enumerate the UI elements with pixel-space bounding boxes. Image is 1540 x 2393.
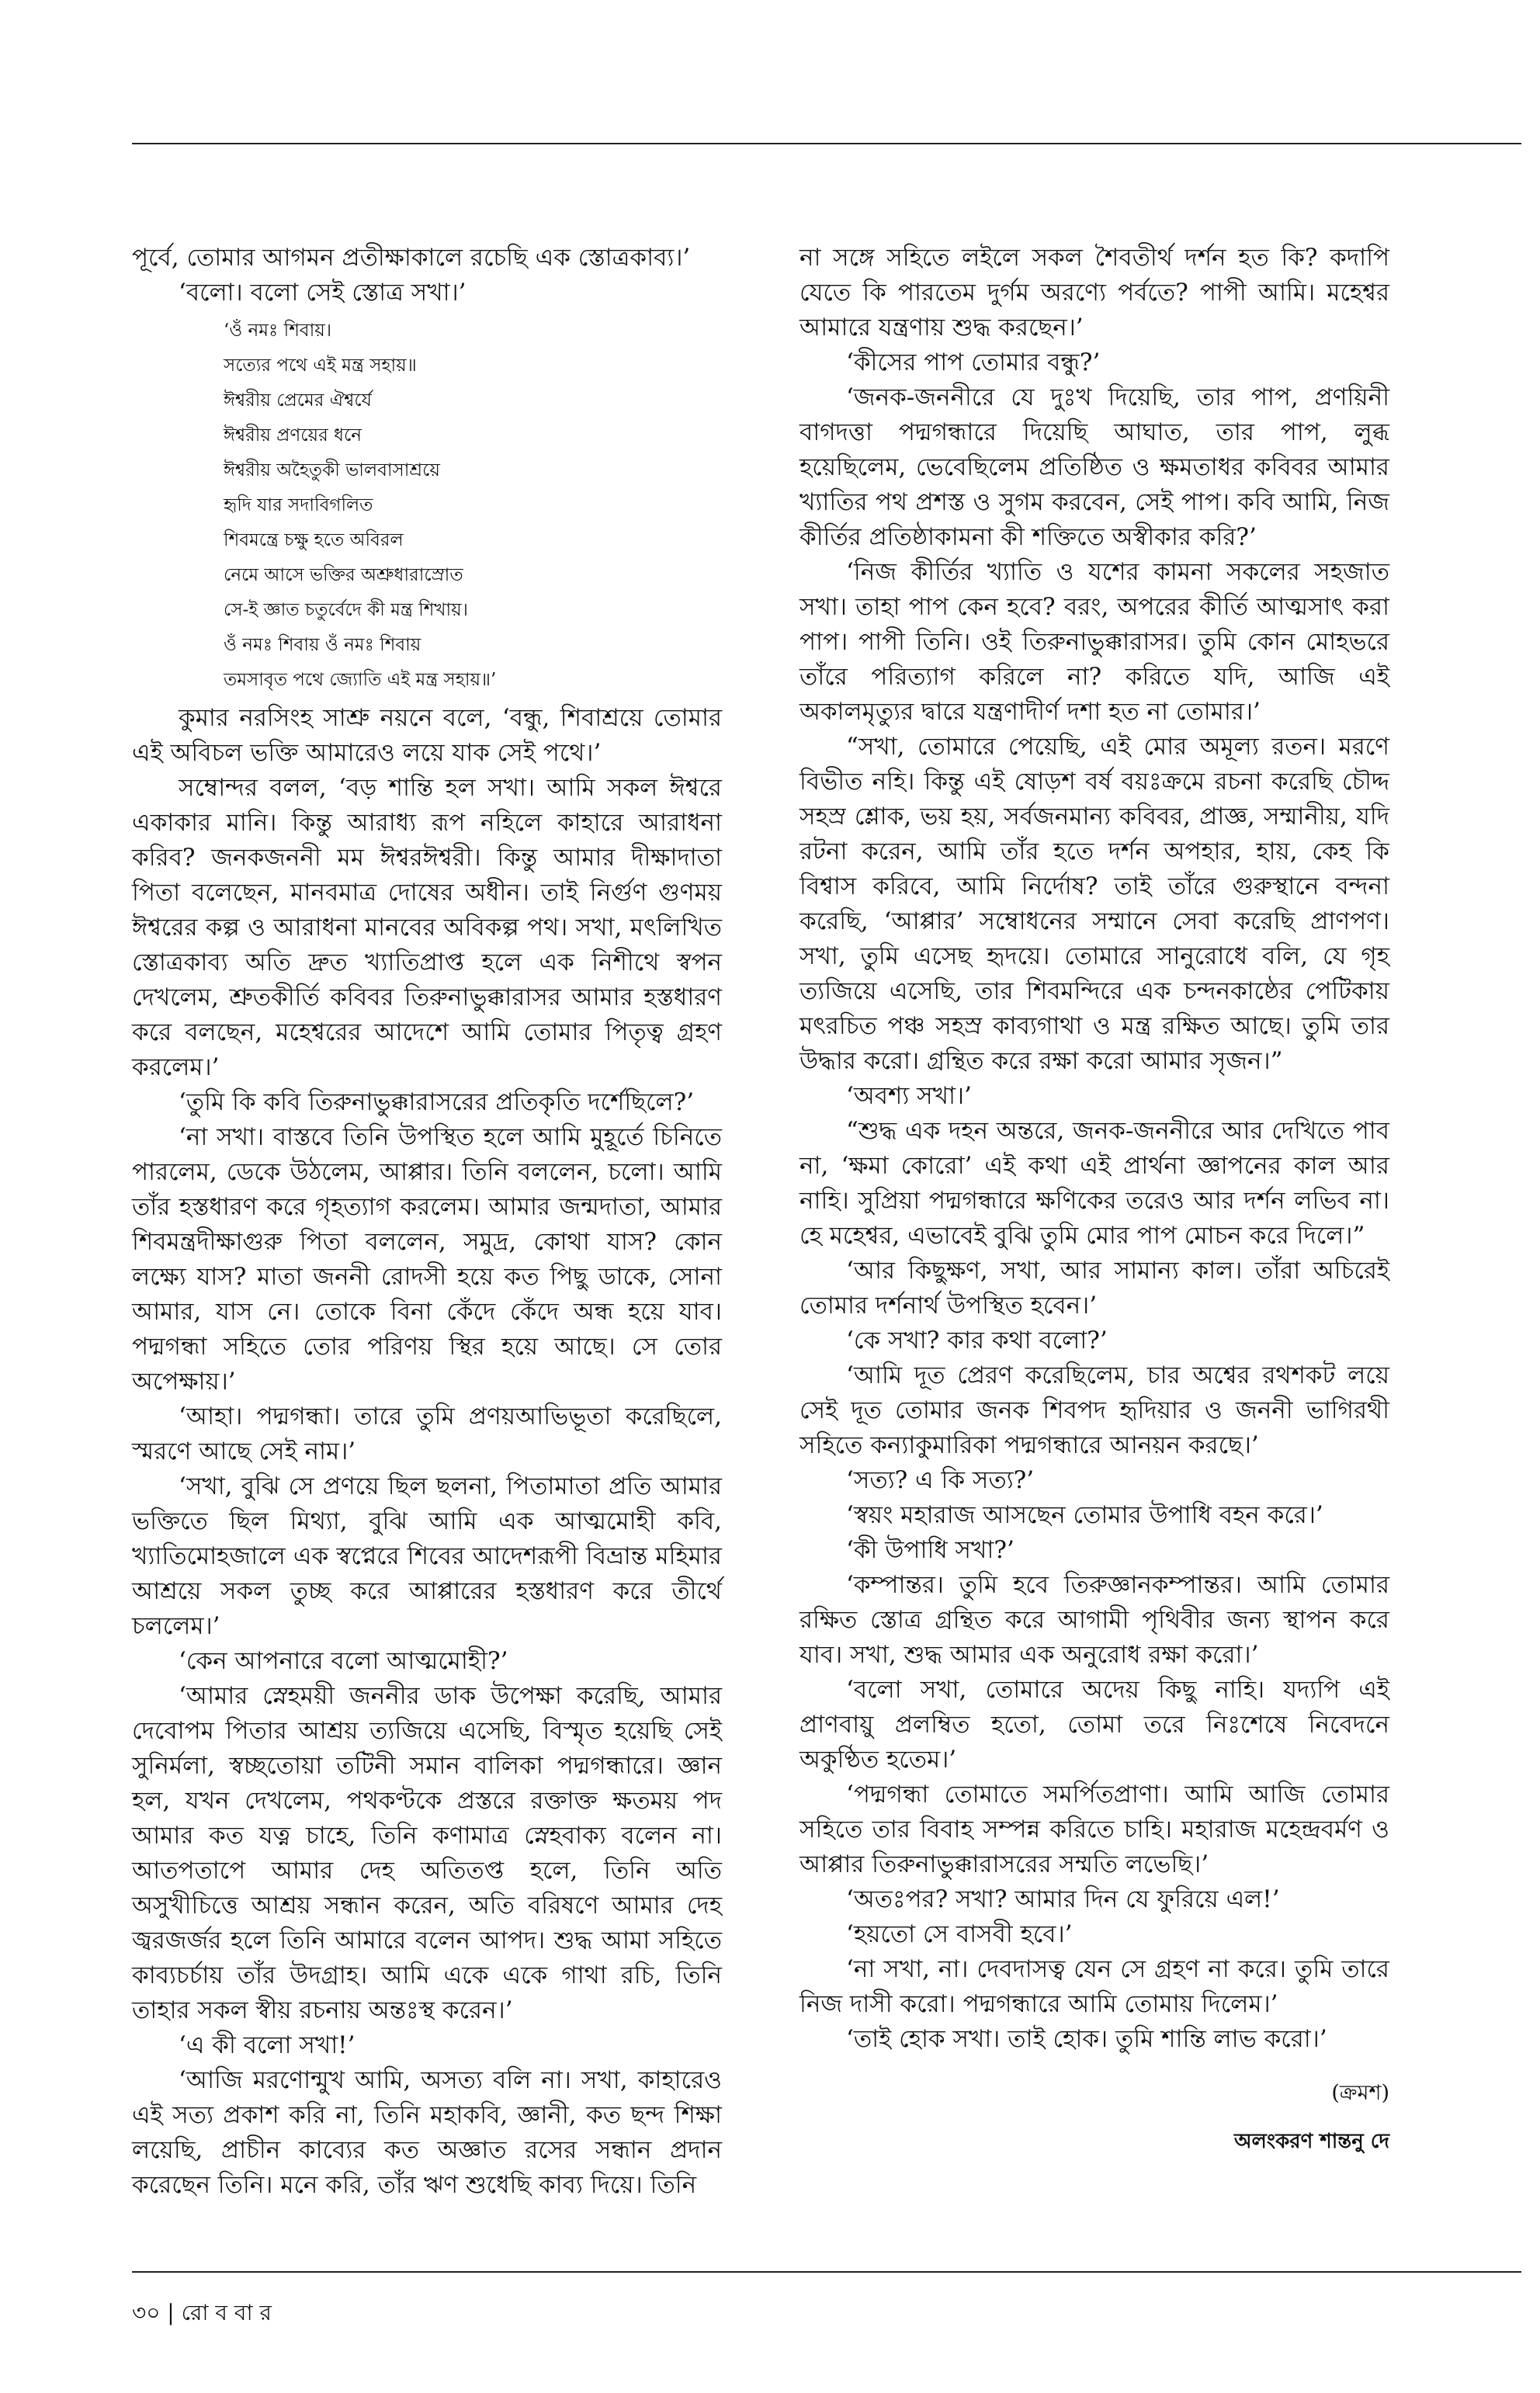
paragraph: ‘অবশ্য সখা।’ [846, 1082, 972, 1110]
paragraph: ‘তুমি কি কবি তিরুনাভুক্কারাসরের প্রতিকৃতি দর্শেছিলে?’ [179, 1088, 695, 1116]
poem-line: হৃদি যার সদাবিগলিত [224, 495, 373, 515]
poem-line: ‘ওঁ নমঃ শিবায়। [224, 321, 332, 341]
paragraph: “সখা, তোমারে পেয়েছি, এই মোর অমূল্য রতন। মরণে বিভীত নহি। কিন্তু এই ষোড়শ বর্ষ বয়ঃক্রমে রচনা করেছি চৌদ্দ সহস্র শ্লোক, ভয় হয়, সর্বজনমান্য কবিবর, প্রাজ্ঞ, সম্মানীয়, যদি রটনা করেন, আমি তাঁর হতে দর্শন অপহার, হায়, কেহ কি বিশ্বাস করিবে, আমি নির্দোষ? তাই তাঁরে গুরুস্থানে বন্দনা করেছি, ‘আপ্পার’ সম্বোধনের সম্মানে সেবা করেছি প্রাণপণ। সখা, তুমি এসেছ হৃদয়ে। তোমারে সানুরোধে বলি, যে গৃহ ত্যজিয়ে এসেছি, তার শিবমন্দিরে এক চন্দনকাষ্ঠের পেটিকায় মৎরচিত পঞ্চ সহস্র কাব্যগাথা ও মন্ত্র রক্ষিত আছে। তুমি তার উদ্ধার করো। গ্রন্থিত করে রক্ষা করো আমার সৃজন।” [799, 733, 1389, 1075]
paragraph: ‘সত্য? এ কি সত্য?’ [846, 1466, 1035, 1494]
poem-line: ঈশ্বরীয় অহৈতুকী ভালবাসাশ্রয়ে [224, 460, 440, 480]
paragraph: ‘এ কী বলো সখা!’ [179, 2031, 356, 2059]
paragraph: ‘অতঃপর? সখা? আমার দিন যে ফুরিয়ে এল!’ [846, 1885, 1280, 1913]
paragraph: ‘নিজ কীর্তির খ্যাতি ও যশের কামনা সকলের সহজাত সখা। তাহা পাপ কেন হবে? বরং, অপরের কীর্তি আত্মসাৎ করা পাপ। পাপী তিনি। ওই তিরুনাভুক্কারাসর। তুমি কোন মোহভরে তাঁরে পরিত্যাগ করিলে না? করিতে যদি, আজি এই অকালমৃত্যুর দ্বারে যন্ত্রণাদীর্ণ দশা হত না তোমার।’ [799, 558, 1389, 726]
poem-line: সত্যের পথে এই মন্ত্র সহায়॥ [224, 355, 417, 376]
left-lead: পূর্বে, তোমার আগমন প্রতীক্ষাকালে রচেছি এক স্তোত্রকাব্য।’ [132, 244, 691, 272]
left-para1: ‘বলো। বলো সেই স্তোত্র সখা।’ [179, 279, 467, 307]
paragraph: ‘না সখা। বাস্তবে তিনি উপস্থিত হলে আমি মুহূর্তে চিনিতে পারলেম, ডেকে উঠলেম, আপ্পার। তিনি বললেন, চলো। আমি তাঁর হস্তধারণ করে গৃহত্যাগ করলেম। আমার জন্মদাতা, আমার শিবমন্ত্রদীক্ষাগুরু পিতা বললেন, সমুদ্র, কোথা যাস? কোন লক্ষ্যে যাস? মাতা জননী রোদসী হয়ে কত পিছু ডাকে, সোনা আমার, যাস নে। তোকে বিনা কেঁদে কেঁদে অন্ধ হয়ে যাব। পদ্মগন্ধা সহিতে তোর পরিণয় স্থির হয়ে আছে। সে তোর অপেক্ষায়।’ [132, 1123, 722, 1396]
paragraph: ‘কেন আপনারে বলো আত্মমোহী?’ [179, 1647, 508, 1675]
paragraph: ‘কে সখা? কার কথা বলো?’ [846, 1327, 1108, 1354]
poem-line: নেমে আসে ভক্তির অশ্রুধারাস্রোত [224, 565, 463, 585]
poem [224, 314, 722, 698]
left-paragraphs [132, 701, 722, 2203]
paragraph: ‘আর কিছুক্ষণ, সখা, আর সামান্য কাল। তাঁরা অচিরেই তোমার দর্শনার্থ উপস্থিত হবেন।’ [799, 1257, 1389, 1320]
paragraph: ‘হয়তো সে বাসবী হবে।’ [846, 1920, 1073, 1948]
right-column [799, 241, 1389, 2159]
poem-line: তমসাবৃত পথে জ্যোতি এই মন্ত্র সহায়॥’ [224, 670, 497, 690]
top-rule [132, 143, 1521, 144]
paragraph: ‘কী উপাধি সখা?’ [846, 1536, 1015, 1564]
poem-line: ঈশ্বরীয় প্রেমের ঐশ্বর্যে [224, 390, 372, 411]
paragraph: ‘কীসের পাপ তোমার বন্ধু?’ [846, 349, 1101, 376]
paragraph: ‘বলো সখা, তোমারে অদেয় কিছু নাহি। যদ্যপি এই প্রাণবায়ু প্রলম্বিত হতো, তোমা তরে নিঃশেষে নিবেদনে অকুণ্ঠিত হতেম।’ [799, 1676, 1389, 1774]
left-column [132, 241, 722, 2203]
poem-line: ওঁ নমঃ শিবায় ওঁ নমঃ শিবায় [224, 635, 421, 655]
paragraph: ‘সখা, বুঝি সে প্রণয়ে ছিল ছলনা, পিতামাতা প্রতি আমার ভক্তিতে ছিল মিথ্যা, বুঝি আমি এক আত্মমোহী কবি, খ্যাতিমোহজালে এক স্বপ্নেরে শিবের আদেশরূপী বিভ্রান্ত মহিমার আশ্রয়ে সকল তুচ্ছ করে আপ্পারের হস্তধারণ করে তীর্থে চললেম।’ [132, 1472, 722, 1640]
page-footer: ৩০ | রো ব বা র [132, 2300, 272, 2325]
right-paragraphs [799, 345, 1389, 2057]
paragraph: ‘পদ্মগন্ধা তোমাতে সমর্পিতপ্রাণা। আমি আজি তোমার সহিতে তার বিবাহ সম্পন্ন করিতে চাহি। মহারাজ মহেন্দ্রবর্মণ ও আপ্পার তিরুনাভুক্কারাসরের সম্মতি লভেছি।’ [799, 1781, 1389, 1878]
poem-line: সে-ই জ্ঞাত চতুর্বেদে কী মন্ত্র শিখায়। [224, 600, 468, 620]
paragraph: ‘আমি দূত প্রেরণ করেছিলেম, চার অশ্বের রথশকট লয়ে সেই দূত তোমার জনক শিবপদ হৃদিয়ার ও জননী ভাগিরথী সহিতে কন্যাকুমারিকা পদ্মগন্ধারে আনয়ন করছে।’ [799, 1361, 1389, 1459]
paragraph: “শুদ্ধ এক দহন অন্তরে, জনক-জননীরে আর দেখিতে পাব না, ‘ক্ষমা কোরো’ এই কথা এই প্রার্থনা জ্ঞাপনের কাল আর নাহি। সুপ্রিয়া পদ্মগন্ধারে ক্ষণিকের তরেও আর দর্শন লভিব না। হে মহেশ্বর, এভাবেই বুঝি তুমি মোর পাপ মোচন করে দিলে।” [799, 1117, 1389, 1250]
paragraph: ‘আহা। পদ্মগন্ধা। তারে তুমি প্রণয়আভিভূতা করেছিলে, স্মরণে আছে সেই নাম।’ [132, 1403, 722, 1465]
paragraph: ‘আজি মরণোন্মুখ আমি, অসত্য বলি না। সখা, কাহারেও এই সত্য প্রকাশ করি না, তিনি মহাকবি, জ্ঞানী, কত ছন্দ শিক্ষা লয়েছি, প্রাচীন কাব্যের কত অজ্ঞাত রসের সন্ধান প্রদান করেছেন তিনি। মনে করি, তাঁর ঋণ শুধেছি কাব্য দিয়ে। তিনি [132, 2066, 722, 2199]
paragraph: ‘স্বয়ং মহারাজ আসছেন তোমার উপাধি বহন করে।’ [846, 1501, 1323, 1529]
paragraph: ‘আমার স্নেহময়ী জননীর ডাক উপেক্ষা করেছি, আমার দেবোপম পিতার আশ্রয় ত্যজিয়ে এসেছি, বিস্মৃত হয়েছি সেই সুনির্মলা, স্বচ্ছতোয়া তটিনী সমান বালিকা পদ্মগন্ধারে। জ্ঞান হল, যখন দেখলেম, পথকণ্টকে প্রস্তরে রক্তাক্ত ক্ষতময় পদ আমার কত যত্ন চাহে, তিনি কণামাত্র স্নেহবাক্য বলেন না। আতপতাপে আমার দেহ অতিতপ্ত হলে, তিনি অতি অসুখীচিত্তে আশ্রয় সন্ধান করেন, অতি বরিষণে আমার দেহ জ্বরজর্জর হলে তিনি আমারে বলেন আপদ। শুদ্ধ আমা সহিতে কাব্যচর্চায় তাঁর উদগ্রাহ। আমি একে একে গাথা রচি, তিনি তাহার সকল স্বীয় রচনায় অন্তঃস্থ করেন।’ [132, 1682, 722, 2024]
paragraph: কুমার নরসিংহ সাশ্রু নয়নে বলে, ‘বন্ধু, শিবাশ্রয়ে তোমার এই অবিচল ভক্তি আমারেও লয়ে যাক সেই পথে।’ [132, 704, 722, 767]
bottom-rule [132, 2271, 1521, 2273]
paragraph: সম্বোন্দর বলল, ‘বড় শান্তি হল সখা। আমি সকল ঈশ্বরে একাকার মানি। কিন্তু আরাধ্য রূপ নহিলে কাহারে আরাধনা করিব? জনকজননী মম ঈশ্বরঈশ্বরী। কিন্তু আমার দীক্ষাদাতা পিতা বলেছেন, মানবমাত্র দোষের অধীন। তাই নির্গুণ গুণময় ঈশ্বরের কল্প ও আরাধনা মানবের অবিকল্প পথ। সখা, মৎলিখিত স্তোত্রকাব্য অতি দ্রুত খ্যাতিপ্রাপ্ত হলে এক নিশীথে স্বপন দেখলেম, শ্রুতকীর্তি কবিবর তিরুনাভুক্কারাসর আমার হস্তধারণ করে বলছেন, মহেশ্বরের আদেশে আমি তোমার পিতৃত্ব গ্রহণ করলেম।’ [132, 774, 722, 1081]
continued-note: (ক্রমশ) [1331, 2081, 1389, 2105]
poem-line: ঈশ্বরীয় প্রণয়ের ধনে [224, 425, 362, 446]
illustration-credit: অলংকরণ শান্তনু দে [1234, 2130, 1389, 2153]
right-lead: না সঙ্গে সহিতে লইলে সকল শৈবতীর্থ দর্শন হত কি? কদাপি যেতে কি পারতেম দুর্গম অরণ্যে পর্বতে? পাপী আমি। মহেশ্বর আমারে যন্ত্রণায় শুদ্ধ করছেন।’ [799, 244, 1389, 342]
paragraph: ‘না সখা, না। দেবদাসত্ব যেন সে গ্রহণ না করে। তুমি তারে নিজ দাসী করো। পদ্মগন্ধারে আমি তোমায় দিলেম।’ [799, 1955, 1389, 2018]
paragraph: ‘জনক-জননীরে যে দুঃখ দিয়েছি, তার পাপ, প্রণয়িনী বাগদত্তা পদ্মগন্ধারে দিয়েছি আঘাত, তার পাপ, লুব্ধ হয়েছিলেম, ভেবেছিলেম প্রতিষ্ঠিত ও ক্ষমতাধর কবিবর আমার খ্যাতির পথ প্রশস্ত ও সুগম করবেন, সেই পাপ। কবি আমি, নিজ কীর্তির প্রতিষ্ঠাকামনা কী শক্তিতে অস্বীকার করি?’ [799, 383, 1389, 551]
paragraph: ‘কম্পান্তর। তুমি হবে তিরুজ্ঞানকম্পান্তর। আমি তোমার রক্ষিত স্তোত্র গ্রন্থিত করে আগামী পৃথিবীর জন্য স্থাপন করে যাব। সখা, শুদ্ধ আমার এক অনুরোধ রক্ষা করো।’ [799, 1571, 1389, 1669]
poem-line: শিবমন্ত্রে চক্ষু হতে অবিরল [224, 530, 404, 550]
paragraph: ‘তাই হোক সখা। তাই হোক। তুমি শান্তি লাভ করো।’ [846, 2025, 1327, 2053]
